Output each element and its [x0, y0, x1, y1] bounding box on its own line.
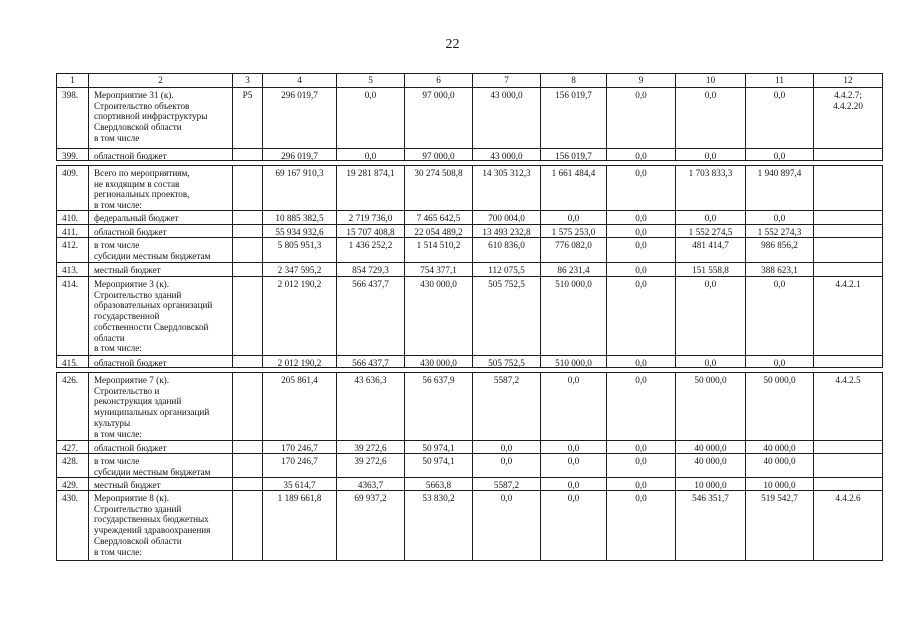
table-cell: 754 377,1 [405, 263, 473, 277]
table-cell: 4.4.2.7; 4.4.2.20 [814, 88, 883, 149]
item-name-cell: Мероприятие 7 (к). Строительство и реконструкция зданий муниципальных организаций культуры в том числе: [89, 373, 233, 441]
table-cell: 0,0 [676, 356, 746, 368]
table-cell: 97 000,0 [405, 149, 473, 161]
table-cell: 0,0 [607, 263, 676, 277]
table-cell: 151 558,8 [676, 263, 746, 277]
table-cell: 0,0 [541, 491, 607, 561]
table-cell [233, 238, 263, 263]
table-cell: 4.4.2.1 [814, 277, 883, 356]
column-header: 10 [676, 74, 746, 88]
table-cell: 1 661 484,4 [541, 166, 607, 211]
column-header: 6 [405, 74, 473, 88]
item-name-cell: Всего по мероприятиям, не входящим в состав региональных проектов, в том числе: [89, 166, 233, 211]
column-header: 2 [89, 74, 233, 88]
column-header: 8 [541, 74, 607, 88]
column-header: 9 [607, 74, 676, 88]
table-cell [814, 478, 883, 491]
table-cell: 505 752,5 [473, 277, 541, 356]
item-name-cell: областной бюджет [89, 356, 233, 368]
table-cell: 0,0 [607, 441, 676, 454]
table-cell: 22 054 489,2 [405, 225, 473, 238]
table-cell: 40 000,0 [746, 441, 814, 454]
table-cell: 0,0 [607, 491, 676, 561]
row-number-cell: 415. [57, 356, 89, 368]
table-cell: 1 703 833,3 [676, 166, 746, 211]
table-cell: 4363,7 [337, 478, 405, 491]
table-cell: 43 000,0 [473, 88, 541, 149]
table-cell: 43 000,0 [473, 149, 541, 161]
table-cell: 510 000,0 [541, 277, 607, 356]
row-number-cell: 427. [57, 441, 89, 454]
table-cell: 7 465 642,5 [405, 211, 473, 225]
table-cell: 1 575 253,0 [541, 225, 607, 238]
table-cell: 50 000,0 [746, 373, 814, 441]
table-cell: 0,0 [746, 356, 814, 368]
item-name-cell: областной бюджет [89, 225, 233, 238]
table-cell: 156 019,7 [541, 88, 607, 149]
table-cell: 15 707 408,8 [337, 225, 405, 238]
item-name-cell: в том числе субсидии местным бюджетам [89, 238, 233, 263]
column-header: 1 [57, 74, 89, 88]
page-number: 22 [445, 37, 460, 52]
table-cell: 1 436 252,2 [337, 238, 405, 263]
table-cell: 0,0 [607, 225, 676, 238]
column-header: 4 [263, 74, 337, 88]
table-cell: 10 885 382,5 [263, 211, 337, 225]
table-cell: 10 000,0 [746, 478, 814, 491]
table-cell: 700 004,0 [473, 211, 541, 225]
table-cell: 4.4.2.6 [814, 491, 883, 561]
table-cell [814, 454, 883, 478]
table-cell: 39 272,6 [337, 454, 405, 478]
table-cell: 0,0 [607, 88, 676, 149]
table-cell: 19 281 874,1 [337, 166, 405, 211]
item-name-cell: областной бюджет [89, 441, 233, 454]
row-number-cell: 398. [57, 88, 89, 149]
row-number-cell: 410. [57, 211, 89, 225]
table-cell: 481 414,7 [676, 238, 746, 263]
row-number-cell: 429. [57, 478, 89, 491]
table-cell: 0,0 [541, 211, 607, 225]
item-name-cell: местный бюджет [89, 478, 233, 491]
table-cell: 30 274 508,8 [405, 166, 473, 211]
table-cell [233, 373, 263, 441]
column-header: 3 [233, 74, 263, 88]
table-cell: 1 189 661,8 [263, 491, 337, 561]
table-cell: 0,0 [473, 454, 541, 478]
table-cell: 505 752,5 [473, 356, 541, 368]
table-cell: 519 542,7 [746, 491, 814, 561]
table-cell: 4.4.2.5 [814, 373, 883, 441]
table-cell: 0,0 [746, 88, 814, 149]
table-cell: 10 000,0 [676, 478, 746, 491]
table-cell: 40 000,0 [676, 441, 746, 454]
table-cell [233, 441, 263, 454]
column-header: 5 [337, 74, 405, 88]
table-cell: 388 623,1 [746, 263, 814, 277]
row-number-cell: 430. [57, 491, 89, 561]
table-cell [814, 149, 883, 161]
table-cell: 854 729,3 [337, 263, 405, 277]
table-cell [814, 211, 883, 225]
table-cell: 5 805 951,3 [263, 238, 337, 263]
table-cell: 0,0 [541, 454, 607, 478]
table-cell: 0,0 [607, 454, 676, 478]
table-cell: 50 974,1 [405, 454, 473, 478]
column-header: 7 [473, 74, 541, 88]
table-cell: 0,0 [607, 478, 676, 491]
table-cell: 0,0 [746, 149, 814, 161]
table-cell: 986 856,2 [746, 238, 814, 263]
row-number-cell: 409. [57, 166, 89, 211]
table-cell [814, 263, 883, 277]
table-cell: 50 974,1 [405, 441, 473, 454]
table-cell: 39 272,6 [337, 441, 405, 454]
table-cell: 1 552 274,3 [746, 225, 814, 238]
table-cell: 97 000,0 [405, 88, 473, 149]
table-cell: 56 637,9 [405, 373, 473, 441]
table-cell: 69 937,2 [337, 491, 405, 561]
table-cell: 5587,2 [473, 373, 541, 441]
table-cell [233, 149, 263, 161]
row-number-cell: 411. [57, 225, 89, 238]
table-cell [233, 166, 263, 211]
table-cell: 546 351,7 [676, 491, 746, 561]
table-cell: 69 167 910,3 [263, 166, 337, 211]
item-name-cell: областной бюджет [89, 149, 233, 161]
row-number-cell: 426. [57, 373, 89, 441]
column-header: 11 [746, 74, 814, 88]
table-cell: 296 019,7 [263, 88, 337, 149]
table-cell: 1 514 510,2 [405, 238, 473, 263]
item-name-cell: в том числе субсидии местным бюджетам [89, 454, 233, 478]
item-name-cell: Мероприятие 31 (к). Строительство объектов спортивной инфраструктуры Свердловской области в том числе [89, 88, 233, 149]
table-cell: 0,0 [607, 211, 676, 225]
table-cell: 156 019,7 [541, 149, 607, 161]
table-cell: 50 000,0 [676, 373, 746, 441]
table-cell: 0,0 [541, 441, 607, 454]
table-cell: 2 012 190,2 [263, 356, 337, 368]
row-number-cell: 399. [57, 149, 89, 161]
table-cell: 0,0 [607, 356, 676, 368]
table-cell: 566 437,7 [337, 356, 405, 368]
table-cell [814, 356, 883, 368]
table-cell: 0,0 [746, 211, 814, 225]
item-name-cell: Мероприятие 8 (к). Строительство зданий государственных бюджетных учреждений здравоохранения Свердловской области в том числе: [89, 491, 233, 561]
table-cell [233, 478, 263, 491]
table-cell: 430 000,0 [405, 277, 473, 356]
table-cell: 40 000,0 [676, 454, 746, 478]
table-cell: 2 719 736,0 [337, 211, 405, 225]
table-cell: 40 000,0 [746, 454, 814, 478]
row-number-cell: 412. [57, 238, 89, 263]
table-cell: 0,0 [607, 149, 676, 161]
table-cell: 296 019,7 [263, 149, 337, 161]
table-cell: 430 000,0 [405, 356, 473, 368]
table-cell: P5 [233, 88, 263, 149]
table-cell: 2 347 595,2 [263, 263, 337, 277]
table-cell [233, 491, 263, 561]
table-section [56, 372, 883, 561]
table-cell: 0,0 [337, 149, 405, 161]
table-cell [233, 225, 263, 238]
table-cell [814, 238, 883, 263]
table-cell: 35 614,7 [263, 478, 337, 491]
table-cell: 55 934 932,6 [263, 225, 337, 238]
table-cell: 1 552 274,5 [676, 225, 746, 238]
table-cell [233, 277, 263, 356]
table-cell: 170 246,7 [263, 441, 337, 454]
table-cell: 610 836,0 [473, 238, 541, 263]
table-cell [814, 225, 883, 238]
table-section [56, 73, 883, 161]
table-cell: 0,0 [541, 373, 607, 441]
column-header: 12 [814, 74, 883, 88]
table-cell: 5663,8 [405, 478, 473, 491]
table-cell: 510 000,0 [541, 356, 607, 368]
table-cell: 0,0 [676, 211, 746, 225]
table-cell: 5587,2 [473, 478, 541, 491]
table-cell: 86 231,4 [541, 263, 607, 277]
table-cell: 0,0 [676, 88, 746, 149]
table-cell: 566 437,7 [337, 277, 405, 356]
table-cell: 1 940 897,4 [746, 166, 814, 211]
table-cell: 0,0 [676, 277, 746, 356]
table-cell: 112 075,5 [473, 263, 541, 277]
table-cell [233, 263, 263, 277]
table-cell: 0,0 [473, 441, 541, 454]
table-cell: 0,0 [607, 166, 676, 211]
item-name-cell: федеральный бюджет [89, 211, 233, 225]
table-cell: 776 082,0 [541, 238, 607, 263]
table-cell: 0,0 [746, 277, 814, 356]
item-name-cell: местный бюджет [89, 263, 233, 277]
row-number-cell: 414. [57, 277, 89, 356]
table-cell: 53 830,2 [405, 491, 473, 561]
row-number-cell: 428. [57, 454, 89, 478]
table-cell [233, 356, 263, 368]
table-cell: 13 493 232,8 [473, 225, 541, 238]
table-cell [814, 441, 883, 454]
table-cell: 0,0 [607, 373, 676, 441]
table-cell [233, 454, 263, 478]
table-cell [814, 166, 883, 211]
table-section [56, 165, 883, 368]
table-cell [233, 211, 263, 225]
table-cell: 0,0 [607, 277, 676, 356]
table-cell: 2 012 190,2 [263, 277, 337, 356]
row-number-cell: 413. [57, 263, 89, 277]
table-cell: 0,0 [337, 88, 405, 149]
item-name-cell: Мероприятие 3 (к). Строительство зданий образовательных организаций государственной собственности Свердловской области в том числе: [89, 277, 233, 356]
table-cell: 14 305 312,3 [473, 166, 541, 211]
table-cell: 0,0 [607, 238, 676, 263]
table-cell: 0,0 [473, 491, 541, 561]
table-cell: 0,0 [541, 478, 607, 491]
table-cell: 205 861,4 [263, 373, 337, 441]
table-cell: 43 636,3 [337, 373, 405, 441]
table-cell: 0,0 [676, 149, 746, 161]
table-cell: 170 246,7 [263, 454, 337, 478]
